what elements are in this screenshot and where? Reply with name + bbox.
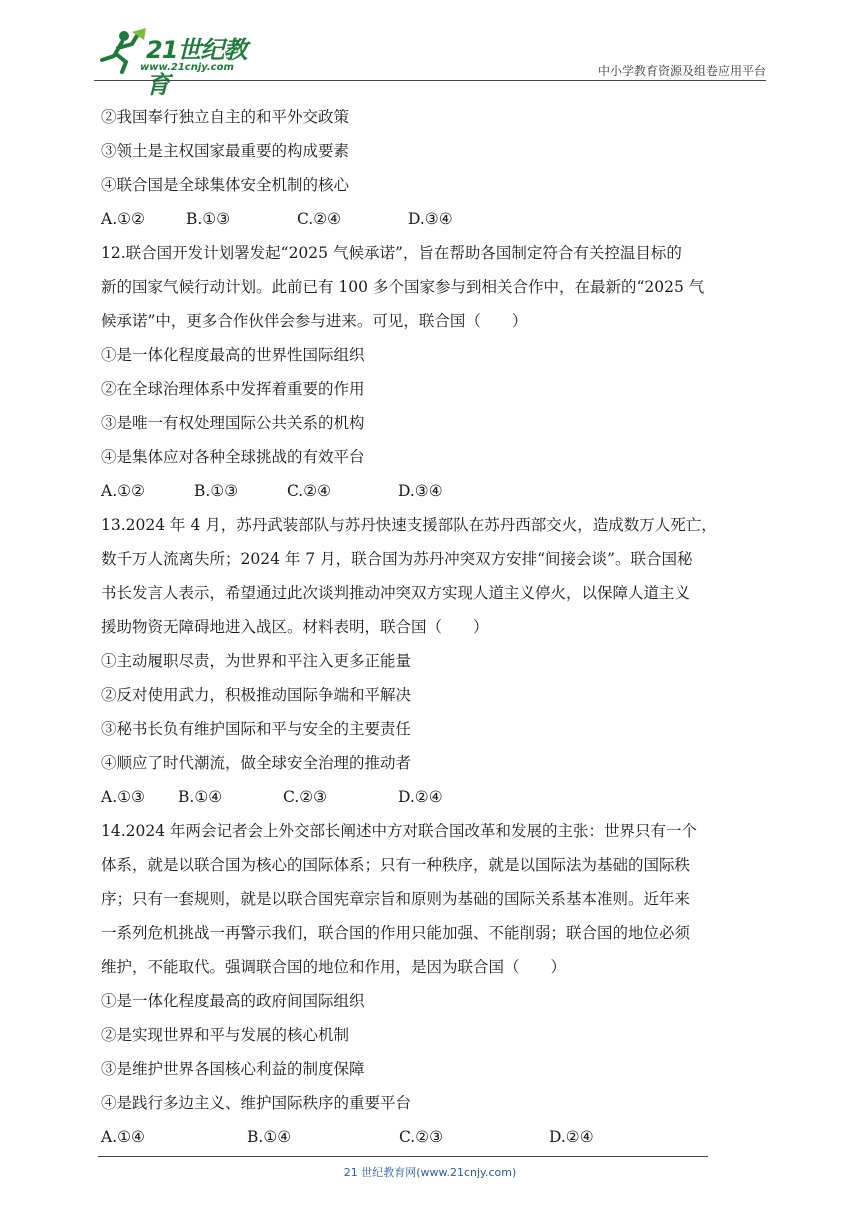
- stem-line: 新的国家气候行动计划。此前已有 100 多个国家参与到相关合作中，在最新的“2025 气: [101, 278, 705, 296]
- choice-a: A.①②: [101, 210, 145, 228]
- stem-line: 序；只有一套规则，就是以联合国宪章宗旨和原则为基础的国际关系基本准则。近年来: [101, 890, 691, 908]
- choice-a: A.①②: [101, 482, 145, 500]
- logo-text: 21世纪教育: [146, 36, 247, 99]
- choice-c: C.②③: [283, 788, 328, 806]
- stem-line: 书长发言人表示，希望通过此次谈判推动冲突双方实现人道主义停火，以保障人道主义: [101, 584, 691, 602]
- choice-b: B.①③: [194, 482, 239, 500]
- option-line: ④是集体应对各种全球挑战的有效平台: [101, 448, 365, 466]
- choices-row: [101, 202, 766, 236]
- stem-line: 数千万人流离失所；2024 年 7 月，联合国为苏丹冲突双方安排“间接会谈”。联合国秘: [101, 550, 693, 568]
- page-footer: 21 世纪教育网(www.21cnjy.com): [343, 1166, 517, 1179]
- choices-row: [101, 1120, 766, 1154]
- logo: [94, 26, 264, 99]
- stem-line: 一系列危机挑战一再警示我们，联合国的作用只能加强、不能削弱；联合国的地位必须: [101, 924, 691, 942]
- option-line: ④是践行多边主义、维护国际秩序的重要平台: [101, 1094, 412, 1112]
- option-line: ①是一体化程度最高的政府间国际组织: [101, 992, 365, 1010]
- option-line: ③领土是主权国家最重要的构成要素: [101, 142, 350, 160]
- stem-line: 12.联合国开发计划署发起“2025 气候承诺”，旨在帮助各国制定符合有关控温目标的: [101, 244, 682, 262]
- logo-url: www.21cnjy.com: [140, 62, 234, 73]
- stem-line: 13.2024 年 4 月，苏丹武装部队与苏丹快速支援部队在苏丹西部交火，造成数万人死亡，: [101, 516, 717, 534]
- stem-line: 体系，就是以联合国为核心的国际体系；只有一种秩序，就是以国际法为基础的国际秩: [101, 856, 691, 874]
- choices-row: [101, 780, 766, 814]
- option-line: ③是唯一有权处理国际公共关系的机构: [101, 414, 365, 432]
- question-14: [101, 814, 766, 1154]
- stem-line: 援助物资无障碍地进入战区。材料表明，联合国（ ）: [101, 618, 489, 636]
- page-header: [94, 26, 766, 99]
- header-slogan: 中小学教育资源及组卷应用平台: [597, 64, 766, 78]
- choice-d: D.③④: [408, 210, 453, 228]
- choice-d: D.②④: [398, 788, 443, 806]
- option-line: ④联合国是全球集体安全机制的核心: [101, 176, 350, 194]
- question-content: [101, 100, 766, 1154]
- header-divider: [94, 80, 766, 81]
- choice-d: D.②④: [549, 1128, 594, 1146]
- footer-divider: [98, 1156, 708, 1157]
- stem-line: 14.2024 年两会记者会上外交部长阐述中方对联合国改革和发展的主张：世界只有一个: [101, 822, 698, 840]
- option-line: ①主动履职尽责，为世界和平注入更多正能量: [101, 652, 412, 670]
- option-line: ④顺应了时代潮流，做全球安全治理的推动者: [101, 754, 412, 772]
- choice-c: C.②④: [297, 210, 342, 228]
- choice-d: D.③④: [398, 482, 443, 500]
- option-line: ③秘书长负有维护国际和平与安全的主要责任: [101, 720, 412, 738]
- stem-line: 维护，不能取代。强调联合国的地位和作用，是因为联合国（ ）: [101, 958, 567, 976]
- choice-b: B.①④: [247, 1128, 292, 1146]
- choice-b: B.①④: [178, 788, 223, 806]
- choices-row: [101, 474, 766, 508]
- question-13: [101, 508, 766, 814]
- option-line: ③是维护世界各国核心利益的制度保障: [101, 1060, 365, 1078]
- option-line: ②我国奉行独立自主的和平外交政策: [101, 108, 350, 126]
- choice-c: C.②③: [399, 1128, 444, 1146]
- choice-b: B.①③: [186, 210, 231, 228]
- question-12: [101, 236, 766, 508]
- choice-a: A.①④: [101, 1128, 145, 1146]
- option-line: ②是实现世界和平与发展的核心机制: [101, 1026, 350, 1044]
- option-line: ②在全球治理体系中发挥着重要的作用: [101, 380, 365, 398]
- option-line: ②反对使用武力，积极推动国际争端和平解决: [101, 686, 412, 704]
- stem-line: 候承诺”中，更多合作伙伴会参与进来。可见，联合国（ ）: [101, 312, 528, 330]
- option-line: ①是一体化程度最高的世界性国际组织: [101, 346, 365, 364]
- choice-a: A.①③: [101, 788, 145, 806]
- question-11-rest: [101, 100, 766, 236]
- choice-c: C.②④: [287, 482, 332, 500]
